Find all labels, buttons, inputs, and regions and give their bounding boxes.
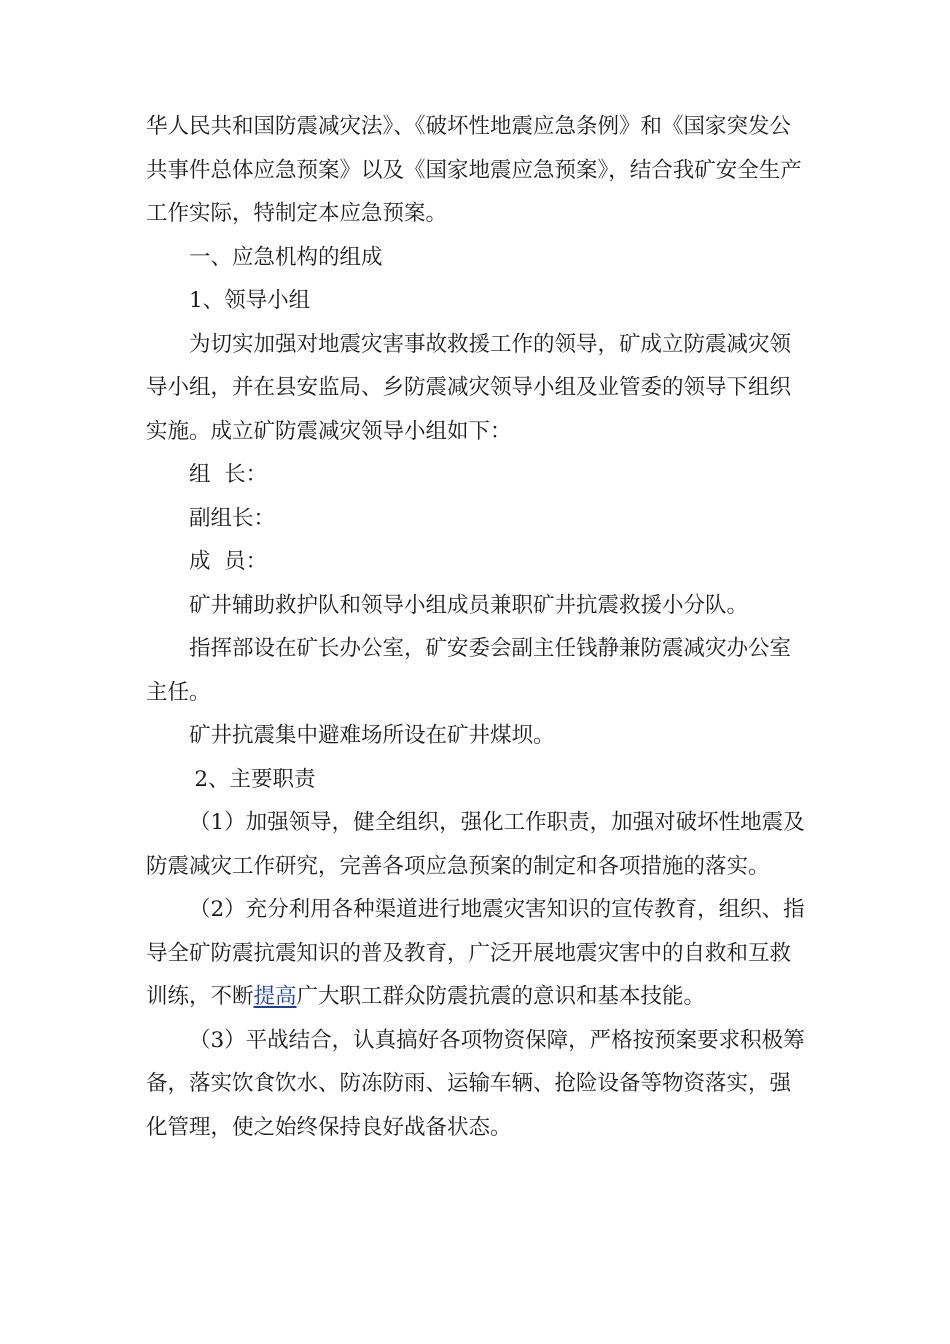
subsection-heading-leadership: 1、领导小组	[189, 288, 311, 313]
duty-item-3: （3）平战结合，认真搞好各项物资保障，严格按预案要求积极筹备，落实饮食饮水、防冻防雨、运输车辆、抢险设备等物资落实，强化管理，使之始终保持良好战备状态。	[146, 1027, 805, 1140]
paragraph-command: 指挥部设在矿长办公室，矿安委会副主任钱静兼防震减灾办公室主任。	[146, 636, 792, 705]
role-deputy: 副组长：	[189, 505, 276, 531]
duty-item-2-text-b: 广大职工群众防震抗震的意识和基本技能。	[296, 984, 706, 1009]
section-heading-1: 一、应急机构的组成	[189, 244, 383, 270]
duty-item-2	[146, 888, 810, 1019]
paragraph-leadership: 为切实加强对地震灾害事故救援工作的领导，矿成立防震减灾领导小组，并在县安监局、乡防震减灾领导小组及业管委的领导下组织实施。成立矿防震减灾领导小组如下：	[146, 331, 792, 444]
duty-item-2-text-a: （2）充分利用各种渠道进行地震灾害知识的宣传教育，组织、指导全矿防震抗震知识的普及教育，广泛开展地震灾害中的自救和互救训练，不断	[146, 897, 805, 1009]
role-leader: 组 长：	[189, 462, 268, 487]
paragraph-intro: 华人民共和国防震减灾法》、《破坏性地震应急条例》和《国家突发公共事件总体应急预案》以及《国家地震应急预案》，结合我矿安全生产工作实际，特制定本应急预案。	[146, 114, 802, 226]
duty-item-1: （1）加强领导，健全组织，强化工作职责，加强对破坏性地震及防震减灾工作研究，完善各项应急预案的制定和各项措施的落实。	[146, 810, 805, 879]
document-page	[146, 105, 810, 1149]
subsection-heading-duties: 2、主要职责	[194, 766, 316, 792]
improve-link[interactable]: 提高	[253, 984, 297, 1009]
paragraph-shelter: 矿井抗震集中避难场所设在矿井煤坝。	[189, 723, 555, 748]
paragraph-rescue-team: 矿井辅助救护队和领导小组成员兼职矿井抗震救援小分队。	[189, 592, 749, 618]
role-members: 成 员：	[189, 549, 268, 574]
